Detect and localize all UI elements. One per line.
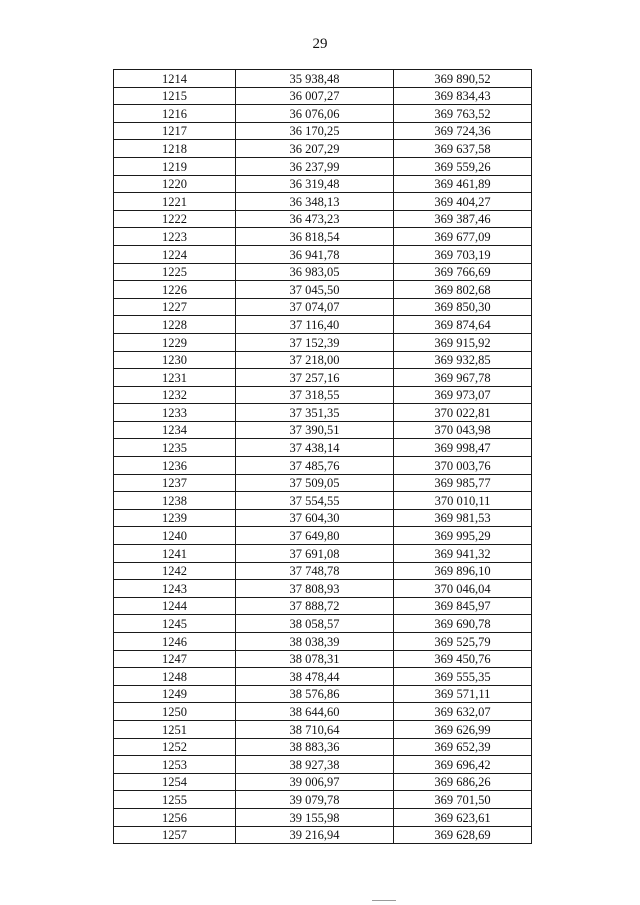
y-coordinate-cell: 369 985,77 [394, 474, 532, 492]
table-row [114, 175, 532, 193]
x-coordinate-cell: 37 045,50 [236, 281, 394, 299]
table-row [114, 773, 532, 791]
point-number-cell: 1219 [114, 157, 236, 175]
x-coordinate-cell: 36 319,48 [236, 175, 394, 193]
table-row [114, 70, 532, 88]
y-coordinate-cell: 369 998,47 [394, 439, 532, 457]
point-number-cell: 1237 [114, 474, 236, 492]
table-row [114, 808, 532, 826]
x-coordinate-cell: 37 116,40 [236, 316, 394, 334]
x-coordinate-cell: 38 478,44 [236, 668, 394, 686]
x-coordinate-cell: 37 351,35 [236, 404, 394, 422]
y-coordinate-cell: 370 003,76 [394, 457, 532, 475]
x-coordinate-cell: 36 007,27 [236, 87, 394, 105]
x-coordinate-cell: 37 509,05 [236, 474, 394, 492]
point-number-cell: 1254 [114, 773, 236, 791]
point-number-cell: 1253 [114, 756, 236, 774]
y-coordinate-cell: 369 686,26 [394, 773, 532, 791]
x-coordinate-cell: 36 207,29 [236, 140, 394, 158]
x-coordinate-cell: 37 218,00 [236, 351, 394, 369]
point-number-cell: 1256 [114, 808, 236, 826]
coordinates-table-body [114, 70, 532, 844]
y-coordinate-cell: 369 981,53 [394, 509, 532, 527]
table-row [114, 105, 532, 123]
x-coordinate-cell: 37 485,76 [236, 457, 394, 475]
table-row [114, 316, 532, 334]
point-number-cell: 1236 [114, 457, 236, 475]
x-coordinate-cell: 37 808,93 [236, 580, 394, 598]
y-coordinate-cell: 369 874,64 [394, 316, 532, 334]
point-number-cell: 1244 [114, 597, 236, 615]
table-row [114, 562, 532, 580]
point-number-cell: 1229 [114, 333, 236, 351]
x-coordinate-cell: 37 438,14 [236, 439, 394, 457]
y-coordinate-cell: 369 690,78 [394, 615, 532, 633]
table-row [114, 650, 532, 668]
point-number-cell: 1223 [114, 228, 236, 246]
x-coordinate-cell: 35 938,48 [236, 70, 394, 88]
table-row [114, 668, 532, 686]
point-number-cell: 1246 [114, 633, 236, 651]
point-number-cell: 1242 [114, 562, 236, 580]
page-number: 29 [312, 36, 328, 52]
point-number-cell: 1241 [114, 545, 236, 563]
y-coordinate-cell: 369 703,19 [394, 245, 532, 263]
table-row [114, 474, 532, 492]
table-row [114, 545, 532, 563]
point-number-cell: 1234 [114, 421, 236, 439]
point-number-cell: 1252 [114, 738, 236, 756]
table-row [114, 826, 532, 844]
point-number-cell: 1231 [114, 369, 236, 387]
y-coordinate-cell: 369 967,78 [394, 369, 532, 387]
y-coordinate-cell: 370 046,04 [394, 580, 532, 598]
point-number-cell: 1249 [114, 685, 236, 703]
y-coordinate-cell: 369 973,07 [394, 386, 532, 404]
y-coordinate-cell: 369 450,76 [394, 650, 532, 668]
x-coordinate-cell: 38 710,64 [236, 720, 394, 738]
x-coordinate-cell: 37 691,08 [236, 545, 394, 563]
y-coordinate-cell: 369 701,50 [394, 791, 532, 809]
y-coordinate-cell: 369 559,26 [394, 157, 532, 175]
point-number-cell: 1214 [114, 70, 236, 88]
table-row [114, 615, 532, 633]
y-coordinate-cell: 369 915,92 [394, 333, 532, 351]
x-coordinate-cell: 36 237,99 [236, 157, 394, 175]
y-coordinate-cell: 369 387,46 [394, 210, 532, 228]
x-coordinate-cell: 37 604,30 [236, 509, 394, 527]
point-number-cell: 1248 [114, 668, 236, 686]
x-coordinate-cell: 37 318,55 [236, 386, 394, 404]
table-row [114, 193, 532, 211]
y-coordinate-cell: 369 623,61 [394, 808, 532, 826]
table-row [114, 439, 532, 457]
x-coordinate-cell: 37 074,07 [236, 298, 394, 316]
y-coordinate-cell: 369 896,10 [394, 562, 532, 580]
point-number-cell: 1245 [114, 615, 236, 633]
y-coordinate-cell: 369 724,36 [394, 122, 532, 140]
table-row [114, 509, 532, 527]
table-row [114, 756, 532, 774]
x-coordinate-cell: 37 649,80 [236, 527, 394, 545]
table-row [114, 298, 532, 316]
point-number-cell: 1224 [114, 245, 236, 263]
y-coordinate-cell: 369 555,35 [394, 668, 532, 686]
point-number-cell: 1218 [114, 140, 236, 158]
point-number-cell: 1240 [114, 527, 236, 545]
y-coordinate-cell: 369 632,07 [394, 703, 532, 721]
table-row [114, 351, 532, 369]
table-row [114, 333, 532, 351]
x-coordinate-cell: 37 888,72 [236, 597, 394, 615]
table-row [114, 122, 532, 140]
table-row [114, 421, 532, 439]
point-number-cell: 1235 [114, 439, 236, 457]
y-coordinate-cell: 369 941,32 [394, 545, 532, 563]
x-coordinate-cell: 37 748,78 [236, 562, 394, 580]
x-coordinate-cell: 36 983,05 [236, 263, 394, 281]
table-row [114, 633, 532, 651]
point-number-cell: 1247 [114, 650, 236, 668]
table-row [114, 228, 532, 246]
table-row [114, 386, 532, 404]
point-number-cell: 1221 [114, 193, 236, 211]
y-coordinate-cell: 369 834,43 [394, 87, 532, 105]
x-coordinate-cell: 37 554,55 [236, 492, 394, 510]
y-coordinate-cell: 369 677,09 [394, 228, 532, 246]
point-number-cell: 1216 [114, 105, 236, 123]
table-row [114, 210, 532, 228]
table-row [114, 404, 532, 422]
x-coordinate-cell: 38 576,86 [236, 685, 394, 703]
x-coordinate-cell: 37 257,16 [236, 369, 394, 387]
table-row [114, 140, 532, 158]
x-coordinate-cell: 39 216,94 [236, 826, 394, 844]
y-coordinate-cell: 369 461,89 [394, 175, 532, 193]
x-coordinate-cell: 37 152,39 [236, 333, 394, 351]
table-row [114, 597, 532, 615]
x-coordinate-cell: 37 390,51 [236, 421, 394, 439]
table-row [114, 738, 532, 756]
point-number-cell: 1225 [114, 263, 236, 281]
y-coordinate-cell: 369 696,42 [394, 756, 532, 774]
point-number-cell: 1222 [114, 210, 236, 228]
table-row [114, 245, 532, 263]
y-coordinate-cell: 369 626,99 [394, 720, 532, 738]
y-coordinate-cell: 369 525,79 [394, 633, 532, 651]
point-number-cell: 1227 [114, 298, 236, 316]
y-coordinate-cell: 369 932,85 [394, 351, 532, 369]
y-coordinate-cell: 369 802,68 [394, 281, 532, 299]
y-coordinate-cell: 369 637,58 [394, 140, 532, 158]
x-coordinate-cell: 38 644,60 [236, 703, 394, 721]
table-row [114, 263, 532, 281]
x-coordinate-cell: 36 941,78 [236, 245, 394, 263]
y-coordinate-cell: 369 995,29 [394, 527, 532, 545]
point-number-cell: 1255 [114, 791, 236, 809]
point-number-cell: 1228 [114, 316, 236, 334]
y-coordinate-cell: 369 766,69 [394, 263, 532, 281]
y-coordinate-cell: 369 763,52 [394, 105, 532, 123]
y-coordinate-cell: 369 571,11 [394, 685, 532, 703]
point-number-cell: 1251 [114, 720, 236, 738]
x-coordinate-cell: 36 170,25 [236, 122, 394, 140]
point-number-cell: 1215 [114, 87, 236, 105]
x-coordinate-cell: 38 927,38 [236, 756, 394, 774]
point-number-cell: 1232 [114, 386, 236, 404]
table-row [114, 281, 532, 299]
point-number-cell: 1233 [114, 404, 236, 422]
x-coordinate-cell: 36 076,06 [236, 105, 394, 123]
y-coordinate-cell: 369 628,69 [394, 826, 532, 844]
table-row [114, 87, 532, 105]
table-row [114, 685, 532, 703]
y-coordinate-cell: 370 043,98 [394, 421, 532, 439]
x-coordinate-cell: 36 473,23 [236, 210, 394, 228]
point-number-cell: 1243 [114, 580, 236, 598]
y-coordinate-cell: 369 890,52 [394, 70, 532, 88]
point-number-cell: 1226 [114, 281, 236, 299]
table-row [114, 720, 532, 738]
y-coordinate-cell: 369 652,39 [394, 738, 532, 756]
table-row [114, 492, 532, 510]
point-number-cell: 1238 [114, 492, 236, 510]
table-row [114, 157, 532, 175]
table-row [114, 703, 532, 721]
x-coordinate-cell: 38 078,31 [236, 650, 394, 668]
y-coordinate-cell: 369 845,97 [394, 597, 532, 615]
point-number-cell: 1230 [114, 351, 236, 369]
table-row [114, 527, 532, 545]
x-coordinate-cell: 39 155,98 [236, 808, 394, 826]
x-coordinate-cell: 38 883,36 [236, 738, 394, 756]
x-coordinate-cell: 36 348,13 [236, 193, 394, 211]
x-coordinate-cell: 38 038,39 [236, 633, 394, 651]
x-coordinate-cell: 39 079,78 [236, 791, 394, 809]
y-coordinate-cell: 369 404,27 [394, 193, 532, 211]
table-row [114, 369, 532, 387]
scan-mark [372, 900, 396, 901]
table-row [114, 580, 532, 598]
table-row [114, 791, 532, 809]
x-coordinate-cell: 36 818,54 [236, 228, 394, 246]
x-coordinate-cell: 39 006,97 [236, 773, 394, 791]
coordinates-table [113, 69, 532, 844]
point-number-cell: 1250 [114, 703, 236, 721]
y-coordinate-cell: 370 022,81 [394, 404, 532, 422]
y-coordinate-cell: 369 850,30 [394, 298, 532, 316]
point-number-cell: 1257 [114, 826, 236, 844]
point-number-cell: 1217 [114, 122, 236, 140]
y-coordinate-cell: 370 010,11 [394, 492, 532, 510]
x-coordinate-cell: 38 058,57 [236, 615, 394, 633]
point-number-cell: 1239 [114, 509, 236, 527]
point-number-cell: 1220 [114, 175, 236, 193]
table-row [114, 457, 532, 475]
